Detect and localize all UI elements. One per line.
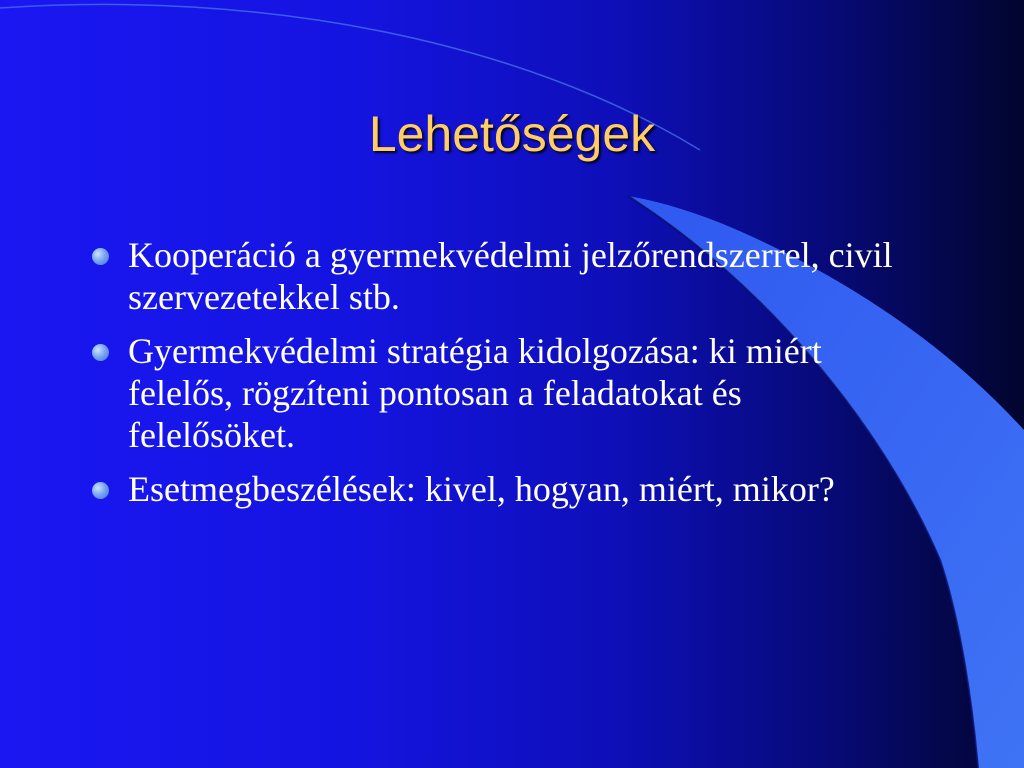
bullet-text: Gyermekvédelmi stratégia kidolgozása: ki miért felelős, rögzíteni pontosan a feladatokat és felelősöket. xyxy=(128,331,822,455)
bullet-dot-icon xyxy=(92,482,109,499)
bullet-text: Esetmegbeszélések: kivel, hogyan, miért, mikor? xyxy=(128,469,835,509)
list-item xyxy=(92,234,912,318)
bullet-text: Kooperáció a gyermekvédelmi jelzőrendszerrel, civil szervezetekkel stb. xyxy=(128,235,893,317)
slide-title: Lehetőségek xyxy=(368,106,656,162)
list-item xyxy=(92,468,912,510)
bullet-dot-icon xyxy=(92,344,109,361)
bullet-dot-icon xyxy=(92,248,109,265)
bullet-list xyxy=(92,234,912,522)
list-item xyxy=(92,330,912,456)
